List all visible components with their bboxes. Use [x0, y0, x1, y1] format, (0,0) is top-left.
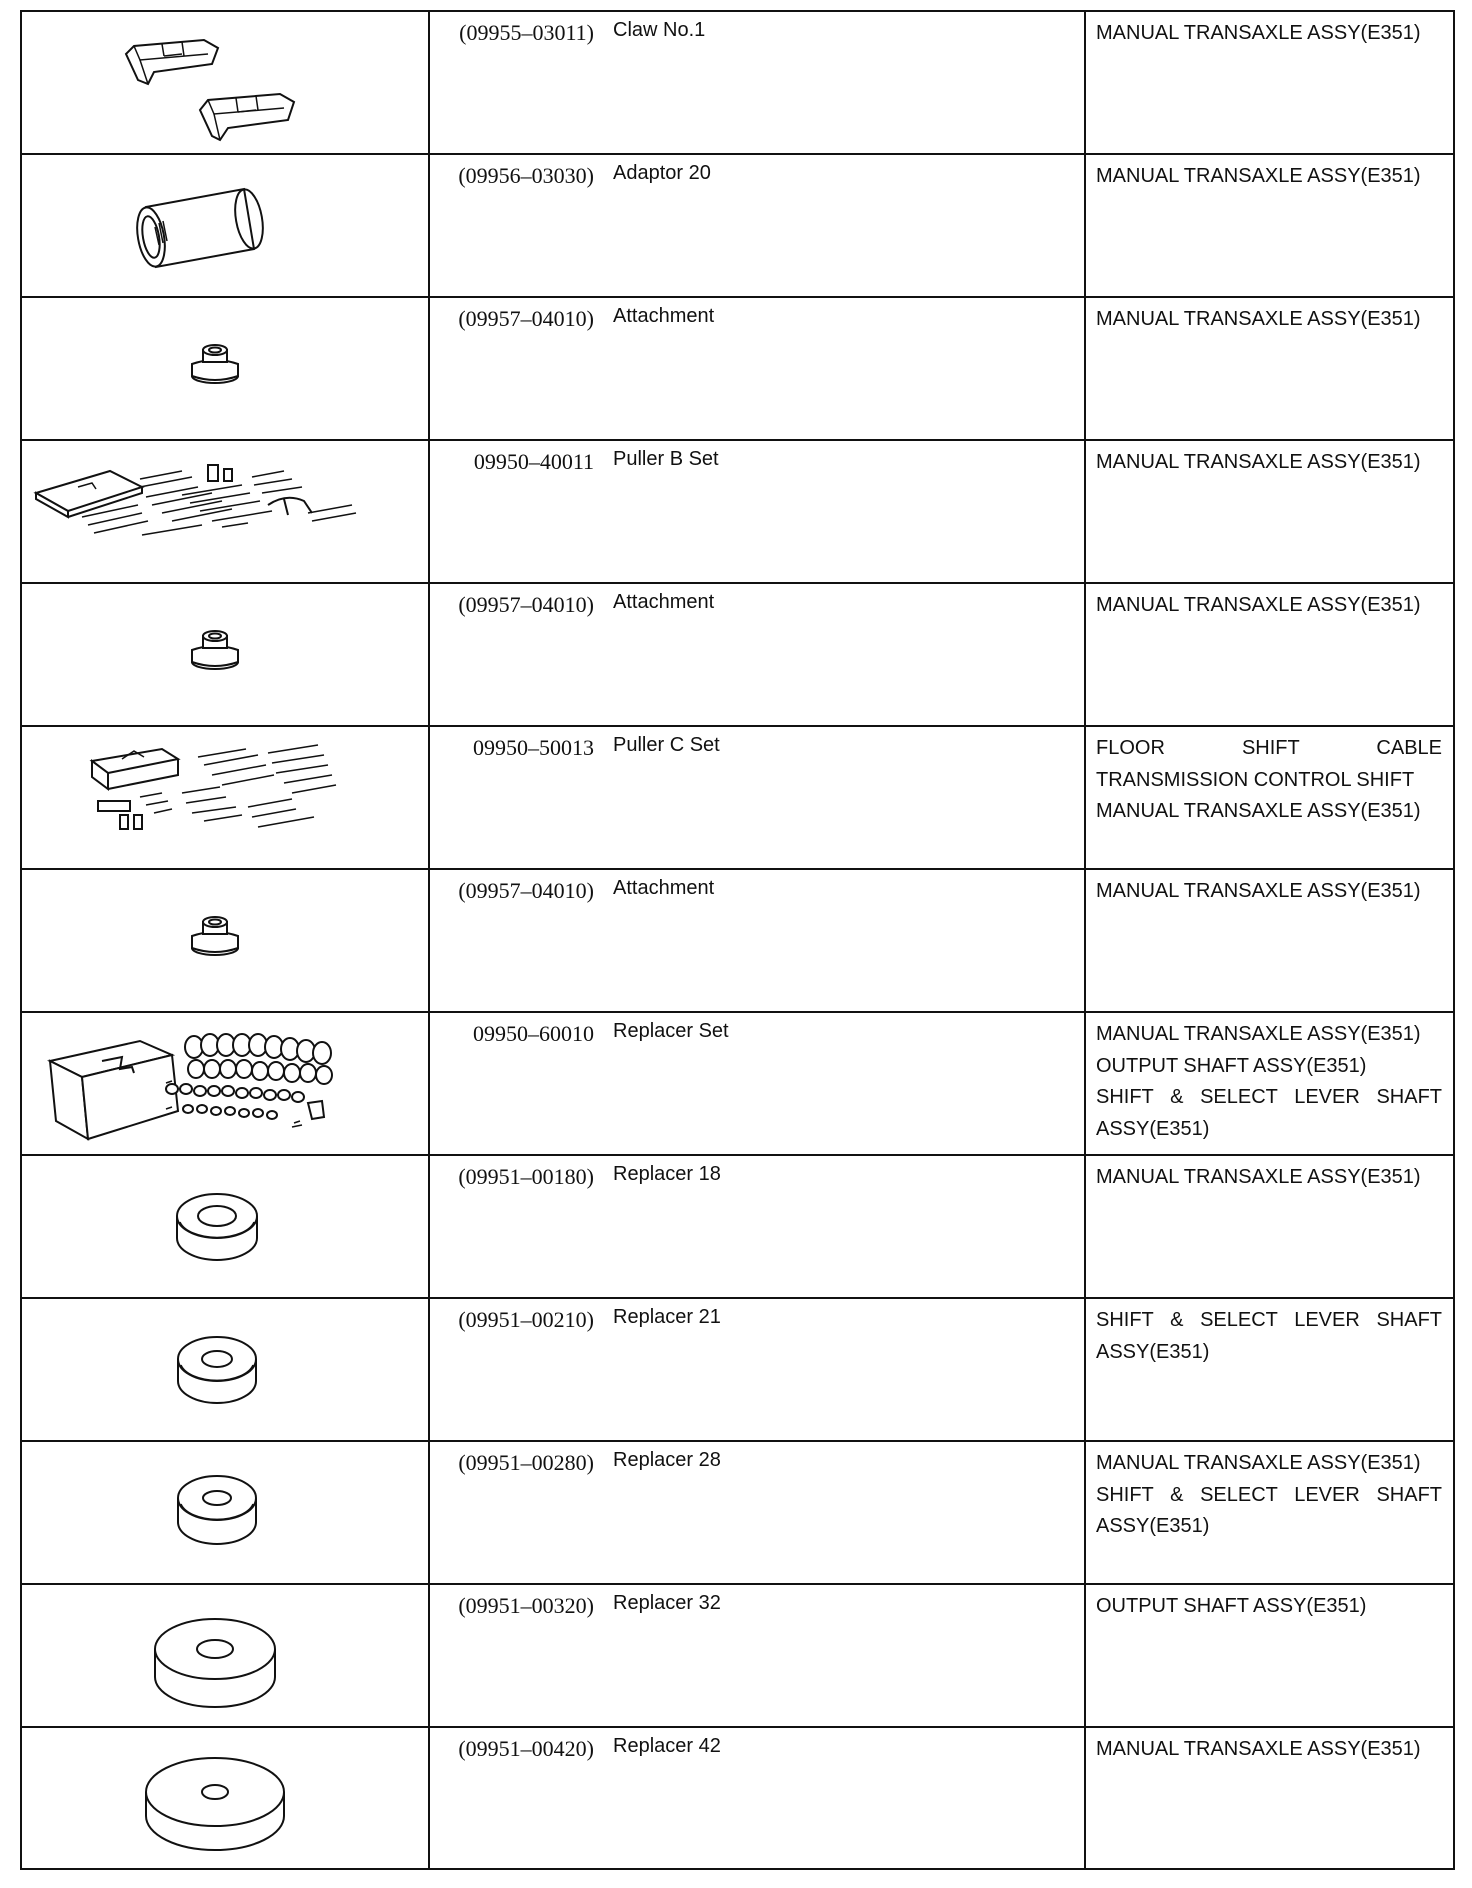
tool-cell — [429, 440, 1085, 583]
table-row — [21, 1441, 1454, 1584]
tool-cell — [429, 1298, 1085, 1441]
tool-name: Replacer 32 — [613, 1592, 721, 1614]
illustration-cell — [21, 440, 429, 583]
part-number: (09956–03030) — [458, 163, 594, 188]
illustration-cell — [21, 1441, 429, 1584]
part-number: 09950–60010 — [473, 1021, 594, 1046]
usage-line: MANUAL TRANSAXLE ASSY(E351) — [1096, 880, 1421, 902]
tool-name: Puller C Set — [613, 734, 720, 756]
attachment-icon — [22, 298, 428, 439]
usage-line: MANUAL TRANSAXLE ASSY(E351) — [1096, 308, 1421, 330]
table-row — [21, 1012, 1454, 1155]
replacer-icon — [22, 1442, 428, 1583]
table-row — [21, 440, 1454, 583]
usage-cell — [1085, 440, 1454, 583]
illustration-cell — [21, 1155, 429, 1298]
usage-line: MANUAL TRANSAXLE ASSY(E351) — [1096, 22, 1421, 44]
illustration-cell — [21, 1727, 429, 1869]
part-number: (09955–03011) — [459, 20, 594, 45]
tool-name: Attachment — [613, 305, 715, 327]
usage-line: MANUAL TRANSAXLE ASSY(E351) — [1096, 451, 1421, 473]
table-row — [21, 869, 1454, 1012]
part-number: (09951–00420) — [458, 1736, 594, 1761]
table-row — [21, 154, 1454, 297]
table-row — [21, 1727, 1454, 1869]
part-number: (09957–04010) — [458, 592, 594, 617]
table-row — [21, 1298, 1454, 1441]
usage-line: ASSY(E351) — [1096, 1117, 1210, 1140]
tool-name: Claw No.1 — [613, 19, 706, 41]
part-number: (09951–00320) — [458, 1593, 594, 1618]
usage-cell — [1085, 869, 1454, 1012]
usage-line: SHIFT & SELECT LEVER SHAFT — [1096, 1483, 1442, 1506]
tool-cell — [429, 1584, 1085, 1727]
usage-line: ASSY(E351) — [1096, 1340, 1210, 1363]
usage-cell — [1085, 1727, 1454, 1869]
illustration-cell — [21, 869, 429, 1012]
part-number: (09951–00280) — [458, 1450, 594, 1475]
tool-cell — [429, 583, 1085, 726]
replacer-icon — [22, 1156, 428, 1297]
tool-name: Replacer 28 — [613, 1449, 721, 1471]
special-service-tools-table — [20, 10, 1455, 1870]
table-row — [21, 1155, 1454, 1298]
tool-name: Replacer 18 — [613, 1163, 721, 1185]
tool-cell — [429, 11, 1085, 154]
puller-set-icon — [22, 727, 428, 868]
usage-cell — [1085, 726, 1454, 869]
tool-name: Replacer 42 — [613, 1735, 721, 1757]
illustration-cell — [21, 583, 429, 726]
usage-line: SHIFT & SELECT LEVER SHAFT — [1096, 1086, 1442, 1108]
usage-line: TRANSMISSION CONTROL SHIFT — [1096, 768, 1415, 791]
tool-cell — [429, 154, 1085, 297]
puller-set-icon — [22, 441, 428, 582]
usage-cell — [1085, 1298, 1454, 1441]
usage-cell — [1085, 583, 1454, 726]
usage-cell — [1085, 1155, 1454, 1298]
usage-cell — [1085, 1584, 1454, 1727]
illustration-cell — [21, 11, 429, 154]
usage-cell — [1085, 154, 1454, 297]
tool-cell — [429, 1155, 1085, 1298]
illustration-cell — [21, 297, 429, 440]
tool-name: Replacer Set — [613, 1020, 729, 1042]
tool-name: Attachment — [613, 877, 715, 899]
tool-cell — [429, 297, 1085, 440]
tool-cell — [429, 1727, 1085, 1869]
table-row — [21, 297, 1454, 440]
usage-line: MANUAL TRANSAXLE ASSY(E351) — [1096, 1738, 1421, 1760]
tool-cell — [429, 869, 1085, 1012]
illustration-cell — [21, 154, 429, 297]
illustration-cell — [21, 1012, 429, 1155]
usage-line: MANUAL TRANSAXLE ASSY(E351) — [1096, 165, 1421, 187]
part-number: 09950–40011 — [473, 449, 594, 474]
claw-icon — [22, 12, 428, 153]
usage-cell — [1085, 11, 1454, 154]
table-row — [21, 583, 1454, 726]
replacer-set-icon — [22, 1013, 428, 1154]
usage-line: OUTPUT SHAFT ASSY(E351) — [1096, 1054, 1367, 1077]
usage-line: MANUAL TRANSAXLE ASSY(E351) — [1096, 1023, 1421, 1045]
tool-name: Adaptor 20 — [613, 162, 711, 184]
adaptor-icon — [22, 155, 428, 296]
table-row — [21, 1584, 1454, 1727]
part-number: 09950–50013 — [473, 735, 594, 760]
attachment-icon — [22, 870, 428, 1011]
usage-cell — [1085, 297, 1454, 440]
illustration-cell — [21, 726, 429, 869]
tool-cell — [429, 1441, 1085, 1584]
part-number: (09951–00180) — [458, 1164, 594, 1189]
part-number: (09951–00210) — [458, 1307, 594, 1332]
attachment-icon — [22, 584, 428, 725]
usage-cell — [1085, 1012, 1454, 1155]
tool-cell — [429, 1012, 1085, 1155]
replacer-icon — [22, 1585, 428, 1726]
usage-line: MANUAL TRANSAXLE ASSY(E351) — [1096, 800, 1421, 822]
illustration-cell — [21, 1584, 429, 1727]
part-number: (09957–04010) — [458, 306, 594, 331]
tool-name: Puller B Set — [613, 448, 719, 470]
usage-line: SHIFT & SELECT LEVER SHAFT — [1096, 1309, 1442, 1331]
table-row — [21, 11, 1454, 154]
replacer-icon — [22, 1728, 428, 1868]
usage-line: OUTPUT SHAFT ASSY(E351) — [1096, 1595, 1367, 1617]
replacer-icon — [22, 1299, 428, 1440]
part-number: (09957–04010) — [458, 878, 594, 903]
usage-line: FLOOR SHIFT CABLE — [1096, 737, 1442, 759]
tool-name: Attachment — [613, 591, 715, 613]
usage-line: MANUAL TRANSAXLE ASSY(E351) — [1096, 1166, 1421, 1188]
usage-cell — [1085, 1441, 1454, 1584]
table-row — [21, 726, 1454, 869]
tool-name: Replacer 21 — [613, 1306, 721, 1328]
usage-line: MANUAL TRANSAXLE ASSY(E351) — [1096, 594, 1421, 616]
tool-cell — [429, 726, 1085, 869]
usage-line: MANUAL TRANSAXLE ASSY(E351) — [1096, 1452, 1421, 1474]
illustration-cell — [21, 1298, 429, 1441]
usage-line: ASSY(E351) — [1096, 1515, 1210, 1537]
